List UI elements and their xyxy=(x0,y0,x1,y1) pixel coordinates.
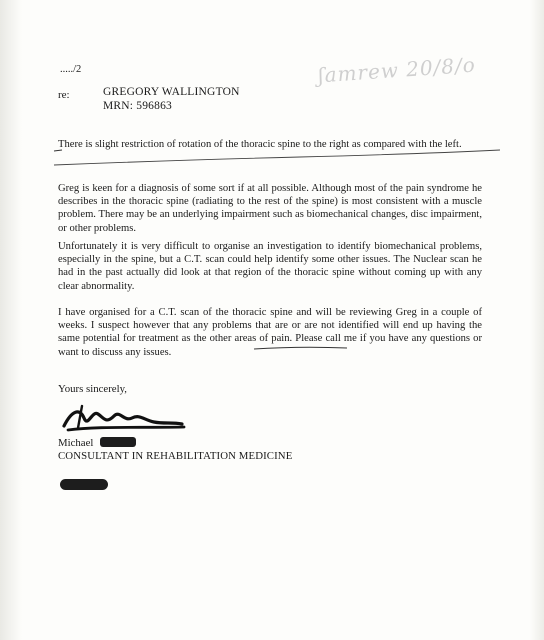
paragraph-4: I have organised for a C.T. scan of the thoracic spine and will be reviewing Greg in a couple of weeks. I suspect however that any problems that are or are not identified will end up having the same potential for treatment as the other areas of pain. Please call me if you have any questions or want to discuss any issues. xyxy=(58,307,482,358)
page-number: ...../2 xyxy=(60,64,82,75)
patient-mrn: MRN: 596863 xyxy=(103,100,172,112)
signer-first-name: Michael xyxy=(58,437,94,449)
patient-name: GREGORY WALLINGTON xyxy=(103,86,240,98)
pen-underline xyxy=(54,150,500,165)
paragraph-3: Unfortunately it is very difficult to organise an investigation to identify biomechanical problems, especially in the spine, but a C.T. scan could help identify some other issues. The Nuclear scan he had in the past actually did look at that region of the thoracic spine without coming up with any clear abnormality. xyxy=(58,241,482,292)
paragraph-1: There is slight restriction of rotation of the thoracic spine to the right as compared with the left. xyxy=(58,139,462,150)
closing: Yours sincerely, xyxy=(58,383,127,395)
signer-title: CONSULTANT IN REHABILITATION MEDICINE xyxy=(58,450,293,462)
signature-image xyxy=(58,400,188,436)
bleed-through-handwriting: ʃamrew 20/8/o xyxy=(317,52,477,88)
scan-shadow-left xyxy=(0,0,22,640)
scan-shadow-right xyxy=(530,0,544,640)
re-label: re: xyxy=(58,89,70,101)
paragraph-2: Greg is keen for a diagnosis of some sort if at all possible. Although most of the pain syndrome he describes in the thoracic spine (radiating to the rest of the spine) is most consistent with a muscle problem. There may be an underlying impairment such as biomechanical changes, disc impairment, or other problems. xyxy=(58,183,482,234)
redaction-surname xyxy=(100,437,136,447)
redaction-reference xyxy=(60,479,108,490)
